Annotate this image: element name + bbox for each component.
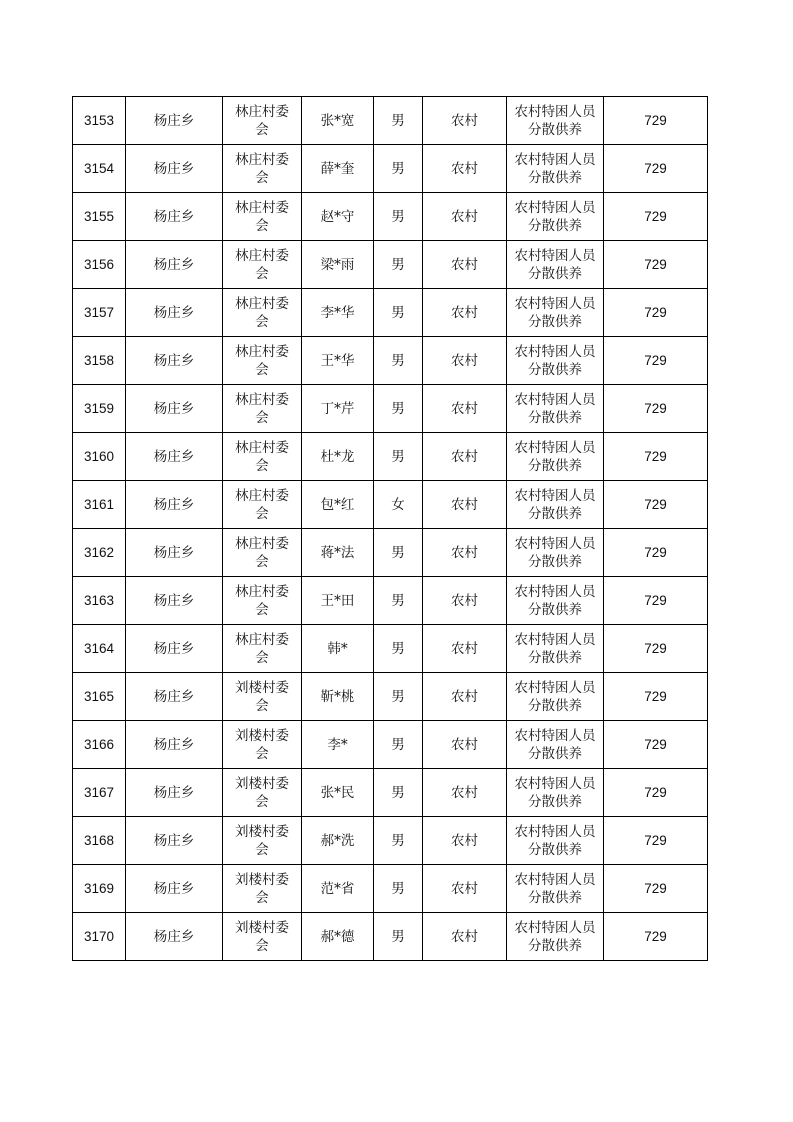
recipient-table <box>72 96 708 961</box>
area-type-cell: 农村 <box>423 529 507 577</box>
township-cell: 杨庄乡 <box>126 241 223 289</box>
village-committee-cell: 林庄村委会 <box>223 337 302 385</box>
amount-cell: 729 <box>604 865 708 913</box>
amount-cell: 729 <box>604 769 708 817</box>
name-cell: 王*华 <box>302 337 374 385</box>
name-cell: 韩* <box>302 625 374 673</box>
assistance-category-cell: 农村特困人员分散供养 <box>507 193 604 241</box>
name-cell: 包*红 <box>302 481 374 529</box>
serial-number-cell: 3170 <box>73 913 126 961</box>
name-cell: 范*省 <box>302 865 374 913</box>
village-committee-cell: 林庄村委会 <box>223 625 302 673</box>
amount-cell: 729 <box>604 817 708 865</box>
name-cell: 赵*守 <box>302 193 374 241</box>
amount-cell: 729 <box>604 289 708 337</box>
area-type-cell: 农村 <box>423 193 507 241</box>
table-row <box>73 625 708 673</box>
table-row <box>73 337 708 385</box>
serial-number-cell: 3157 <box>73 289 126 337</box>
assistance-category-cell: 农村特困人员分散供养 <box>507 625 604 673</box>
gender-cell: 男 <box>374 433 423 481</box>
assistance-category-cell: 农村特困人员分散供养 <box>507 97 604 145</box>
township-cell: 杨庄乡 <box>126 481 223 529</box>
serial-number-cell: 3163 <box>73 577 126 625</box>
area-type-cell: 农村 <box>423 721 507 769</box>
table-row <box>73 241 708 289</box>
serial-number-cell: 3158 <box>73 337 126 385</box>
serial-number-cell: 3166 <box>73 721 126 769</box>
area-type-cell: 农村 <box>423 865 507 913</box>
assistance-category-cell: 农村特困人员分散供养 <box>507 529 604 577</box>
serial-number-cell: 3161 <box>73 481 126 529</box>
name-cell: 薛*奎 <box>302 145 374 193</box>
village-committee-cell: 林庄村委会 <box>223 289 302 337</box>
gender-cell: 男 <box>374 385 423 433</box>
assistance-category-cell: 农村特困人员分散供养 <box>507 865 604 913</box>
area-type-cell: 农村 <box>423 913 507 961</box>
amount-cell: 729 <box>604 625 708 673</box>
township-cell: 杨庄乡 <box>126 193 223 241</box>
area-type-cell: 农村 <box>423 817 507 865</box>
area-type-cell: 农村 <box>423 385 507 433</box>
township-cell: 杨庄乡 <box>126 577 223 625</box>
gender-cell: 男 <box>374 193 423 241</box>
area-type-cell: 农村 <box>423 433 507 481</box>
assistance-category-cell: 农村特困人员分散供养 <box>507 241 604 289</box>
amount-cell: 729 <box>604 337 708 385</box>
gender-cell: 男 <box>374 913 423 961</box>
assistance-category-cell: 农村特困人员分散供养 <box>507 433 604 481</box>
table-row <box>73 481 708 529</box>
assistance-category-cell: 农村特困人员分散供养 <box>507 289 604 337</box>
area-type-cell: 农村 <box>423 625 507 673</box>
name-cell: 王*田 <box>302 577 374 625</box>
area-type-cell: 农村 <box>423 289 507 337</box>
assistance-category-cell: 农村特困人员分散供养 <box>507 577 604 625</box>
village-committee-cell: 刘楼村委会 <box>223 769 302 817</box>
table-row <box>73 193 708 241</box>
name-cell: 丁*芹 <box>302 385 374 433</box>
amount-cell: 729 <box>604 913 708 961</box>
serial-number-cell: 3167 <box>73 769 126 817</box>
name-cell: 靳*桃 <box>302 673 374 721</box>
table-row <box>73 145 708 193</box>
amount-cell: 729 <box>604 481 708 529</box>
table-row <box>73 721 708 769</box>
village-committee-cell: 林庄村委会 <box>223 529 302 577</box>
serial-number-cell: 3168 <box>73 817 126 865</box>
township-cell: 杨庄乡 <box>126 769 223 817</box>
township-cell: 杨庄乡 <box>126 913 223 961</box>
township-cell: 杨庄乡 <box>126 817 223 865</box>
area-type-cell: 农村 <box>423 577 507 625</box>
name-cell: 梁*雨 <box>302 241 374 289</box>
area-type-cell: 农村 <box>423 673 507 721</box>
village-committee-cell: 林庄村委会 <box>223 577 302 625</box>
serial-number-cell: 3165 <box>73 673 126 721</box>
township-cell: 杨庄乡 <box>126 865 223 913</box>
name-cell: 郝*洗 <box>302 817 374 865</box>
village-committee-cell: 林庄村委会 <box>223 385 302 433</box>
gender-cell: 男 <box>374 769 423 817</box>
table-row <box>73 913 708 961</box>
table-row <box>73 289 708 337</box>
amount-cell: 729 <box>604 97 708 145</box>
area-type-cell: 农村 <box>423 337 507 385</box>
village-committee-cell: 林庄村委会 <box>223 193 302 241</box>
area-type-cell: 农村 <box>423 241 507 289</box>
serial-number-cell: 3164 <box>73 625 126 673</box>
name-cell: 张*宽 <box>302 97 374 145</box>
assistance-category-cell: 农村特困人员分散供养 <box>507 817 604 865</box>
township-cell: 杨庄乡 <box>126 673 223 721</box>
assistance-category-cell: 农村特困人员分散供养 <box>507 673 604 721</box>
village-committee-cell: 林庄村委会 <box>223 241 302 289</box>
gender-cell: 男 <box>374 817 423 865</box>
table-row <box>73 769 708 817</box>
assistance-category-cell: 农村特困人员分散供养 <box>507 337 604 385</box>
gender-cell: 男 <box>374 289 423 337</box>
gender-cell: 男 <box>374 145 423 193</box>
village-committee-cell: 刘楼村委会 <box>223 817 302 865</box>
gender-cell: 男 <box>374 625 423 673</box>
gender-cell: 男 <box>374 529 423 577</box>
gender-cell: 男 <box>374 241 423 289</box>
table-row <box>73 577 708 625</box>
gender-cell: 男 <box>374 97 423 145</box>
name-cell: 李* <box>302 721 374 769</box>
amount-cell: 729 <box>604 385 708 433</box>
village-committee-cell: 林庄村委会 <box>223 433 302 481</box>
table-row <box>73 673 708 721</box>
village-committee-cell: 林庄村委会 <box>223 481 302 529</box>
assistance-category-cell: 农村特困人员分散供养 <box>507 769 604 817</box>
table-row <box>73 97 708 145</box>
table-row <box>73 865 708 913</box>
township-cell: 杨庄乡 <box>126 433 223 481</box>
serial-number-cell: 3169 <box>73 865 126 913</box>
amount-cell: 729 <box>604 241 708 289</box>
serial-number-cell: 3154 <box>73 145 126 193</box>
assistance-category-cell: 农村特困人员分散供养 <box>507 913 604 961</box>
gender-cell: 男 <box>374 337 423 385</box>
village-committee-cell: 刘楼村委会 <box>223 721 302 769</box>
area-type-cell: 农村 <box>423 769 507 817</box>
serial-number-cell: 3155 <box>73 193 126 241</box>
village-committee-cell: 刘楼村委会 <box>223 865 302 913</box>
name-cell: 郝*德 <box>302 913 374 961</box>
serial-number-cell: 3159 <box>73 385 126 433</box>
township-cell: 杨庄乡 <box>126 145 223 193</box>
table-row <box>73 817 708 865</box>
township-cell: 杨庄乡 <box>126 385 223 433</box>
amount-cell: 729 <box>604 673 708 721</box>
serial-number-cell: 3162 <box>73 529 126 577</box>
name-cell: 杜*龙 <box>302 433 374 481</box>
township-cell: 杨庄乡 <box>126 289 223 337</box>
area-type-cell: 农村 <box>423 481 507 529</box>
serial-number-cell: 3156 <box>73 241 126 289</box>
village-committee-cell: 刘楼村委会 <box>223 673 302 721</box>
name-cell: 李*华 <box>302 289 374 337</box>
area-type-cell: 农村 <box>423 145 507 193</box>
serial-number-cell: 3160 <box>73 433 126 481</box>
name-cell: 蒋*法 <box>302 529 374 577</box>
amount-cell: 729 <box>604 433 708 481</box>
gender-cell: 男 <box>374 577 423 625</box>
amount-cell: 729 <box>604 721 708 769</box>
village-committee-cell: 林庄村委会 <box>223 145 302 193</box>
village-committee-cell: 刘楼村委会 <box>223 913 302 961</box>
serial-number-cell: 3153 <box>73 97 126 145</box>
township-cell: 杨庄乡 <box>126 337 223 385</box>
township-cell: 杨庄乡 <box>126 625 223 673</box>
assistance-category-cell: 农村特困人员分散供养 <box>507 145 604 193</box>
gender-cell: 女 <box>374 481 423 529</box>
table-body <box>73 97 708 961</box>
amount-cell: 729 <box>604 193 708 241</box>
township-cell: 杨庄乡 <box>126 529 223 577</box>
area-type-cell: 农村 <box>423 97 507 145</box>
gender-cell: 男 <box>374 673 423 721</box>
amount-cell: 729 <box>604 529 708 577</box>
name-cell: 张*民 <box>302 769 374 817</box>
assistance-category-cell: 农村特困人员分散供养 <box>507 721 604 769</box>
amount-cell: 729 <box>604 577 708 625</box>
table-row <box>73 385 708 433</box>
gender-cell: 男 <box>374 721 423 769</box>
assistance-category-cell: 农村特困人员分散供养 <box>507 385 604 433</box>
village-committee-cell: 林庄村委会 <box>223 97 302 145</box>
assistance-category-cell: 农村特困人员分散供养 <box>507 481 604 529</box>
table-row <box>73 433 708 481</box>
township-cell: 杨庄乡 <box>126 97 223 145</box>
gender-cell: 男 <box>374 865 423 913</box>
table-row <box>73 529 708 577</box>
township-cell: 杨庄乡 <box>126 721 223 769</box>
amount-cell: 729 <box>604 145 708 193</box>
